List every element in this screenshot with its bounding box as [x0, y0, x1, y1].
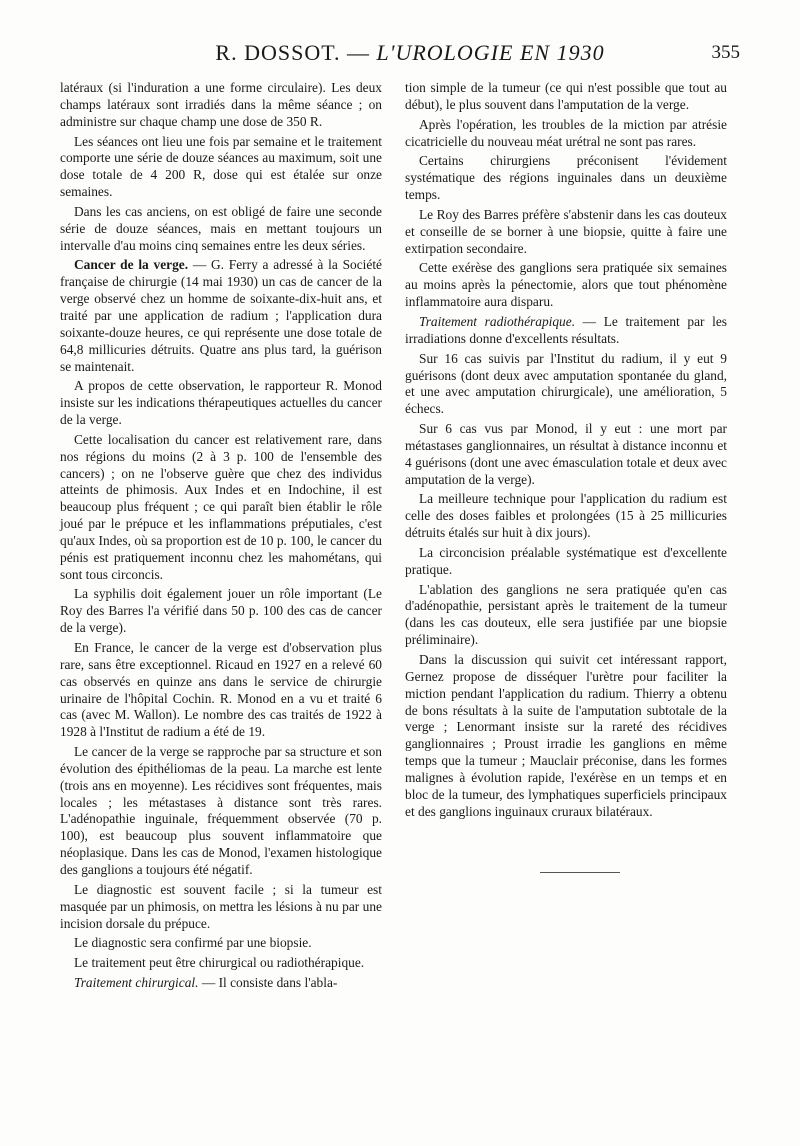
- paragraph: [60, 975, 382, 992]
- page-header: [80, 40, 740, 70]
- paragraph: Après l'opération, les troubles de la miction par atrésie cicatricielle du nouveau méat urétral ne sont pas rares.: [405, 116, 727, 149]
- author-name: R. DOSSOT.: [215, 40, 341, 65]
- paragraph: La circoncision préalable systématique est d'excellente pratique.: [405, 544, 727, 577]
- paragraph: En France, le cancer de la verge est d'observation plus rare, sans être exceptionnel. Ricaud en 1927 en a relevé 60 cas observés en quinze ans dans le service de chirurgie urinaire de l'hôpital Cochin. R. Monod en a vu et traité 6 cas (avec M. Wallon). Le nombre des cas traités de 1922 à 1928 à l'Institut de radium a été de 19.: [60, 640, 382, 740]
- page-number: 355: [711, 42, 740, 63]
- paragraph: Le cancer de la verge se rapproche par sa structure et son évolution des épithéliomas de la peau. La marche est lente (trois ans en moyenne). Les récidives sont fréquentes, mais locales ; les métastases à distance sont très rares. L'adénopathie inguinale, fréquemment observée (70 p. 100), est beaucoup plus souvent inflammatoire que néoplasique. Dans les cas de Monod, l'examen histologique des ganglions a toujours été négatif.: [60, 744, 382, 877]
- title-dash: —: [340, 40, 377, 65]
- paragraph: A propos de cette observation, le rapporteur R. Monod insiste sur les indications thérapeutiques actuelles du cancer de la verge.: [60, 378, 382, 428]
- paragraph: Dans la discussion qui suivit cet intéressant rapport, Gernez propose de disséquer l'urètre pour faciliter la miction pendant l'application du radium. Thierry a obtenu de bons résultats à la suite de l'amputation subtotale de la verge ; Lenormant insiste sur la rareté des récidives ganglionnaires ; Proust irradie les ganglions en même temps que la tumeur ; Mauclair préconise, dans les formes malignes à évolution rapide, l'exérèse en un temps et en bloc de la tumeur, des lymphatiques superficiels principaux et des ganglions inguinaux cruraux bilatéraux.: [405, 652, 727, 819]
- subsection-heading: Traitement chirurgical.: [74, 975, 199, 991]
- paragraph: Sur 6 cas vus par Monod, il y eut : une mort par métastases ganglionnaires, un résultat à distance inconnu et 4 guérisons (dont une avec émasculation totale et deux avec amputation de la verge).: [405, 421, 727, 487]
- paragraph: Le traitement peut être chirurgical ou radiothérapique.: [74, 955, 365, 971]
- paragraph: Cette localisation du cancer est relativement rare, dans nos régions du moins (2 à 3 p. 100 de l'ensemble des cancers) ; on ne l'observe guère que chez des individus atteints de phimosis. Aux Indes et en Indochine, il est beaucoup plus fréquent ; ce qui paraît bien établir le rôle joué par le prépuce et les inflammations préputiales, c'est qu'aux Indes, où sa proportion est de 10 p. 100, le cancer du pénis est pratiquement inconnu chez les mahométans, qui sont tous circoncis.: [60, 431, 382, 582]
- paragraph: L'ablation des ganglions ne sera pratiquée qu'en cas d'adénopathie, persistant après le traitement de la tumeur (dans les cas douteux, elle sera justifiée par une biopsie préliminaire).: [405, 581, 727, 648]
- right-column: [405, 80, 727, 823]
- paragraph: [405, 314, 727, 348]
- paragraph: Sur 16 cas suivis par l'Institut du radium, il y eut 9 guérisons (dont deux avec amputation spontanée du gland, et une avec amputation chirurgicale), une amélioration, 5 échecs.: [405, 350, 727, 417]
- paragraph: Cette exérèse des ganglions sera pratiquée six semaines au moins après la pénectomie, alors que tout phénomène inflammatoire aura disparu.: [405, 260, 727, 310]
- paragraph: Le Roy des Barres préfère s'abstenir dans les cas douteux et conseille de se borner à une biopsie, quitte à faire une extirpation secondaire.: [405, 206, 727, 256]
- running-title: [80, 40, 740, 66]
- paragraph: Le diagnostic est souvent facile ; si la tumeur est masquée par un phimosis, on mettra les lésions à nu par une incision dorsale du prépuce.: [60, 881, 382, 931]
- left-column: [60, 80, 382, 995]
- paragraph: Le diagnostic sera confirmé par une biopsie.: [74, 935, 312, 951]
- journal-title: L'UROLOGIE EN 1930: [376, 40, 605, 65]
- section-end-rule: [540, 872, 620, 873]
- paragraph: latéraux (si l'induration a une forme circulaire). Les deux champs latéraux sont irradiés dans la même séance ; on administre sur chaque champ une dose de 350 R.: [60, 80, 382, 129]
- paragraph: tion simple de la tumeur (ce qui n'est possible que tout au début), le plus souvent dans l'amputation de la verge.: [405, 80, 727, 112]
- paragraph-text: — Il consiste dans l'abla-: [198, 975, 338, 991]
- paragraph: La meilleure technique pour l'application du radium est celle des doses faibles et prolongées (15 à 25 millicuries détruits étalés sur huit à dix jours).: [405, 491, 727, 541]
- paragraph-text: — G. Ferry a adressé à la Société française de chirurgie (14 mai 1930) un cas de cancer de la verge observé chez un homme de soixante-dix-huit ans, et traité par une application de radium ; l'application dura soixante-douze heures, ce qui représente une dose totale de 64,8 millicuries détruits. Quatre ans plus tard, la guérison se maintenait.: [60, 257, 382, 374]
- paragraph: [60, 257, 382, 375]
- paragraph: Les séances ont lieu une fois par semaine et le traitement comporte une série de douze séances au maximum, soit une dose totale de 4 200 R, dose qui est étalée sur onze semaines.: [60, 133, 382, 200]
- paragraph: Dans les cas anciens, on est obligé de faire une seconde série de douze séances, mais en mettant toujours un intervalle d'au moins cinq semaines entre les deux séries.: [60, 203, 382, 253]
- section-heading: Cancer de la verge.: [74, 257, 189, 273]
- paragraph: Certains chirurgiens préconisent l'évidement systématique des régions inguinales dans un deuxième temps.: [405, 153, 727, 203]
- paragraph-text: — Le traitement par les irradiations donne d'excellents résultats.: [405, 313, 727, 346]
- paragraph: La syphilis doit également jouer un rôle important (Le Roy des Barres l'a vérifié dans 50 p. 100 des cas de cancer de la verge).: [60, 586, 382, 636]
- subsection-heading: Traitement radiothérapique.: [419, 313, 576, 329]
